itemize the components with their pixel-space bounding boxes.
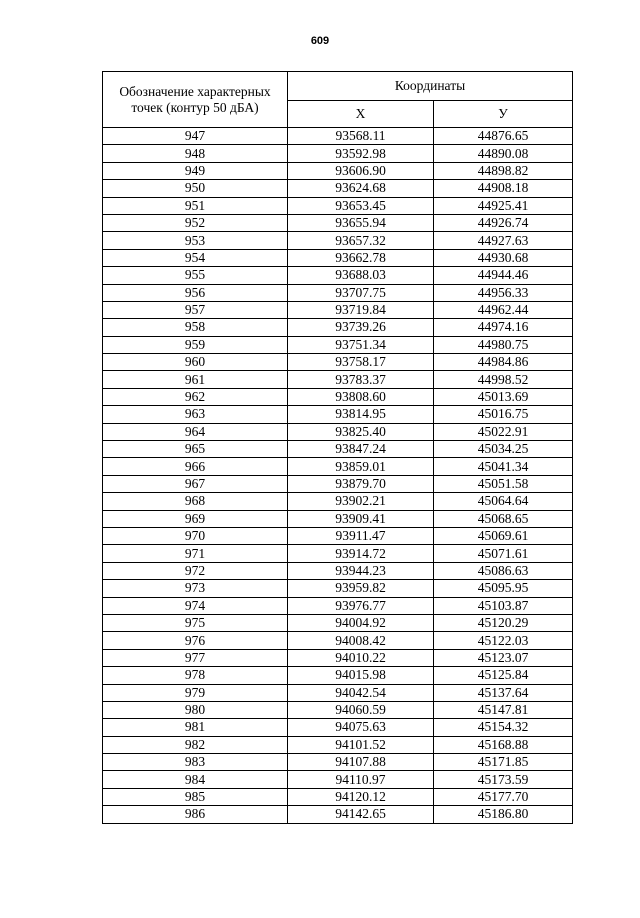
- point-id-cell: 967: [103, 475, 288, 492]
- y-coordinate-cell: 44980.75: [434, 336, 573, 353]
- table-row: [103, 684, 573, 701]
- table-row: [103, 667, 573, 684]
- y-coordinate-cell: 45095.95: [434, 580, 573, 597]
- y-coordinate-cell: 44956.33: [434, 284, 573, 301]
- table-row: [103, 301, 573, 318]
- x-coordinate-cell: 94107.88: [288, 754, 434, 771]
- table-row: [103, 771, 573, 788]
- table-row: [103, 249, 573, 266]
- y-coordinate-cell: 44908.18: [434, 180, 573, 197]
- x-coordinate-cell: 93902.21: [288, 493, 434, 510]
- y-coordinate-cell: 45071.61: [434, 545, 573, 562]
- coordinates-header: Координаты: [288, 72, 573, 101]
- x-coordinate-cell: 93662.78: [288, 249, 434, 266]
- y-coordinate-cell: 45168.88: [434, 736, 573, 753]
- x-coordinate-cell: 93879.70: [288, 475, 434, 492]
- y-column-header: У: [434, 100, 573, 128]
- point-label-header-line1: Обозначение характерных: [119, 83, 271, 99]
- point-id-cell: 959: [103, 336, 288, 353]
- x-coordinate-cell: 94101.52: [288, 736, 434, 753]
- table-row: [103, 319, 573, 336]
- x-coordinate-cell: 94015.98: [288, 667, 434, 684]
- y-coordinate-cell: 45068.65: [434, 510, 573, 527]
- point-id-cell: 966: [103, 458, 288, 475]
- y-coordinate-cell: 44962.44: [434, 301, 573, 318]
- y-coordinate-cell: 45034.25: [434, 441, 573, 458]
- table-row: [103, 388, 573, 405]
- point-id-cell: 976: [103, 632, 288, 649]
- y-coordinate-cell: 45123.07: [434, 649, 573, 666]
- x-coordinate-cell: 93655.94: [288, 214, 434, 231]
- point-id-cell: 962: [103, 388, 288, 405]
- x-coordinate-cell: 93814.95: [288, 406, 434, 423]
- y-coordinate-cell: 45064.64: [434, 493, 573, 510]
- x-coordinate-cell: 93624.68: [288, 180, 434, 197]
- x-coordinate-cell: 94120.12: [288, 788, 434, 805]
- x-coordinate-cell: 94010.22: [288, 649, 434, 666]
- x-coordinate-cell: 93719.84: [288, 301, 434, 318]
- x-coordinate-cell: 93606.90: [288, 162, 434, 179]
- y-coordinate-cell: 45069.61: [434, 527, 573, 544]
- x-coordinate-cell: 93959.82: [288, 580, 434, 597]
- table-row: [103, 580, 573, 597]
- y-coordinate-cell: 44998.52: [434, 371, 573, 388]
- point-label-header-line2: точек (контур 50 дБА): [131, 99, 259, 115]
- table-row: [103, 458, 573, 475]
- point-id-cell: 981: [103, 719, 288, 736]
- x-coordinate-cell: 93568.11: [288, 128, 434, 145]
- y-coordinate-cell: 45186.80: [434, 806, 573, 823]
- table-row: [103, 336, 573, 353]
- point-id-cell: 958: [103, 319, 288, 336]
- x-coordinate-cell: 93808.60: [288, 388, 434, 405]
- y-coordinate-cell: 44926.74: [434, 214, 573, 231]
- y-coordinate-cell: 44927.63: [434, 232, 573, 249]
- table-row: [103, 701, 573, 718]
- y-coordinate-cell: 45137.64: [434, 684, 573, 701]
- y-coordinate-cell: 45016.75: [434, 406, 573, 423]
- x-coordinate-cell: 94008.42: [288, 632, 434, 649]
- table-row: [103, 527, 573, 544]
- point-label-header: [103, 72, 288, 128]
- table-header: [103, 72, 573, 128]
- y-coordinate-cell: 44930.68: [434, 249, 573, 266]
- point-id-cell: 969: [103, 510, 288, 527]
- x-coordinate-cell: 93911.47: [288, 527, 434, 544]
- table-row: [103, 754, 573, 771]
- x-coordinate-cell: 94060.59: [288, 701, 434, 718]
- point-id-cell: 985: [103, 788, 288, 805]
- table-row: [103, 493, 573, 510]
- x-coordinate-cell: 93976.77: [288, 597, 434, 614]
- table-row: [103, 406, 573, 423]
- point-id-cell: 978: [103, 667, 288, 684]
- x-coordinate-cell: 93653.45: [288, 197, 434, 214]
- table-row: [103, 806, 573, 823]
- point-id-cell: 951: [103, 197, 288, 214]
- y-coordinate-cell: 45022.91: [434, 423, 573, 440]
- x-coordinate-cell: 93758.17: [288, 354, 434, 371]
- y-coordinate-cell: 44944.46: [434, 267, 573, 284]
- table-row: [103, 475, 573, 492]
- y-coordinate-cell: 44925.41: [434, 197, 573, 214]
- y-coordinate-cell: 45147.81: [434, 701, 573, 718]
- table-row: [103, 788, 573, 805]
- point-id-cell: 953: [103, 232, 288, 249]
- point-id-cell: 952: [103, 214, 288, 231]
- coordinates-table: [102, 71, 573, 824]
- table-row: [103, 614, 573, 631]
- x-coordinate-cell: 93783.37: [288, 371, 434, 388]
- x-coordinate-cell: 93707.75: [288, 284, 434, 301]
- x-column-header: X: [288, 100, 434, 128]
- y-coordinate-cell: 45013.69: [434, 388, 573, 405]
- point-id-cell: 948: [103, 145, 288, 162]
- y-coordinate-cell: 45041.34: [434, 458, 573, 475]
- table-row: [103, 510, 573, 527]
- x-coordinate-cell: 94004.92: [288, 614, 434, 631]
- x-coordinate-cell: 93592.98: [288, 145, 434, 162]
- point-id-cell: 972: [103, 562, 288, 579]
- table-row: [103, 597, 573, 614]
- y-coordinate-cell: 45154.32: [434, 719, 573, 736]
- x-coordinate-cell: 94110.97: [288, 771, 434, 788]
- point-id-cell: 956: [103, 284, 288, 301]
- x-coordinate-cell: 93859.01: [288, 458, 434, 475]
- table-row: [103, 197, 573, 214]
- table-row: [103, 423, 573, 440]
- x-coordinate-cell: 94142.65: [288, 806, 434, 823]
- table-row: [103, 284, 573, 301]
- table-row: [103, 649, 573, 666]
- y-coordinate-cell: 45125.84: [434, 667, 573, 684]
- point-id-cell: 961: [103, 371, 288, 388]
- table-row: [103, 562, 573, 579]
- point-id-cell: 986: [103, 806, 288, 823]
- table-row: [103, 354, 573, 371]
- table-row: [103, 267, 573, 284]
- point-id-cell: 979: [103, 684, 288, 701]
- point-id-cell: 963: [103, 406, 288, 423]
- point-id-cell: 949: [103, 162, 288, 179]
- x-coordinate-cell: 93688.03: [288, 267, 434, 284]
- y-coordinate-cell: 44898.82: [434, 162, 573, 179]
- point-id-cell: 957: [103, 301, 288, 318]
- y-coordinate-cell: 45120.29: [434, 614, 573, 631]
- y-coordinate-cell: 45122.03: [434, 632, 573, 649]
- table-row: [103, 545, 573, 562]
- point-id-cell: 964: [103, 423, 288, 440]
- y-coordinate-cell: 44890.08: [434, 145, 573, 162]
- x-coordinate-cell: 94042.54: [288, 684, 434, 701]
- y-coordinate-cell: 44974.16: [434, 319, 573, 336]
- point-id-cell: 971: [103, 545, 288, 562]
- x-coordinate-cell: 93944.23: [288, 562, 434, 579]
- table-row: [103, 214, 573, 231]
- y-coordinate-cell: 45086.63: [434, 562, 573, 579]
- x-coordinate-cell: 93825.40: [288, 423, 434, 440]
- y-coordinate-cell: 45171.85: [434, 754, 573, 771]
- y-coordinate-cell: 45051.58: [434, 475, 573, 492]
- y-coordinate-cell: 44876.65: [434, 128, 573, 145]
- table-row: [103, 719, 573, 736]
- x-coordinate-cell: 93751.34: [288, 336, 434, 353]
- y-coordinate-cell: 45177.70: [434, 788, 573, 805]
- y-coordinate-cell: 44984.86: [434, 354, 573, 371]
- point-id-cell: 973: [103, 580, 288, 597]
- page-number: 609: [310, 35, 330, 47]
- table-row: [103, 371, 573, 388]
- point-id-cell: 965: [103, 441, 288, 458]
- point-id-cell: 980: [103, 701, 288, 718]
- x-coordinate-cell: 93909.41: [288, 510, 434, 527]
- point-id-cell: 970: [103, 527, 288, 544]
- point-id-cell: 974: [103, 597, 288, 614]
- point-id-cell: 960: [103, 354, 288, 371]
- table-row: [103, 128, 573, 145]
- point-id-cell: 950: [103, 180, 288, 197]
- table-body: [103, 128, 573, 824]
- point-id-cell: 947: [103, 128, 288, 145]
- table-row: [103, 632, 573, 649]
- point-id-cell: 968: [103, 493, 288, 510]
- table-row: [103, 180, 573, 197]
- x-coordinate-cell: 93739.26: [288, 319, 434, 336]
- table-row: [103, 232, 573, 249]
- y-coordinate-cell: 45173.59: [434, 771, 573, 788]
- point-id-cell: 954: [103, 249, 288, 266]
- point-id-cell: 955: [103, 267, 288, 284]
- point-id-cell: 975: [103, 614, 288, 631]
- y-coordinate-cell: 45103.87: [434, 597, 573, 614]
- x-coordinate-cell: 93847.24: [288, 441, 434, 458]
- point-id-cell: 984: [103, 771, 288, 788]
- table-row: [103, 145, 573, 162]
- table-row: [103, 736, 573, 753]
- point-id-cell: 982: [103, 736, 288, 753]
- table-row: [103, 162, 573, 179]
- point-id-cell: 977: [103, 649, 288, 666]
- x-coordinate-cell: 94075.63: [288, 719, 434, 736]
- x-coordinate-cell: 93657.32: [288, 232, 434, 249]
- table-row: [103, 441, 573, 458]
- x-coordinate-cell: 93914.72: [288, 545, 434, 562]
- point-id-cell: 983: [103, 754, 288, 771]
